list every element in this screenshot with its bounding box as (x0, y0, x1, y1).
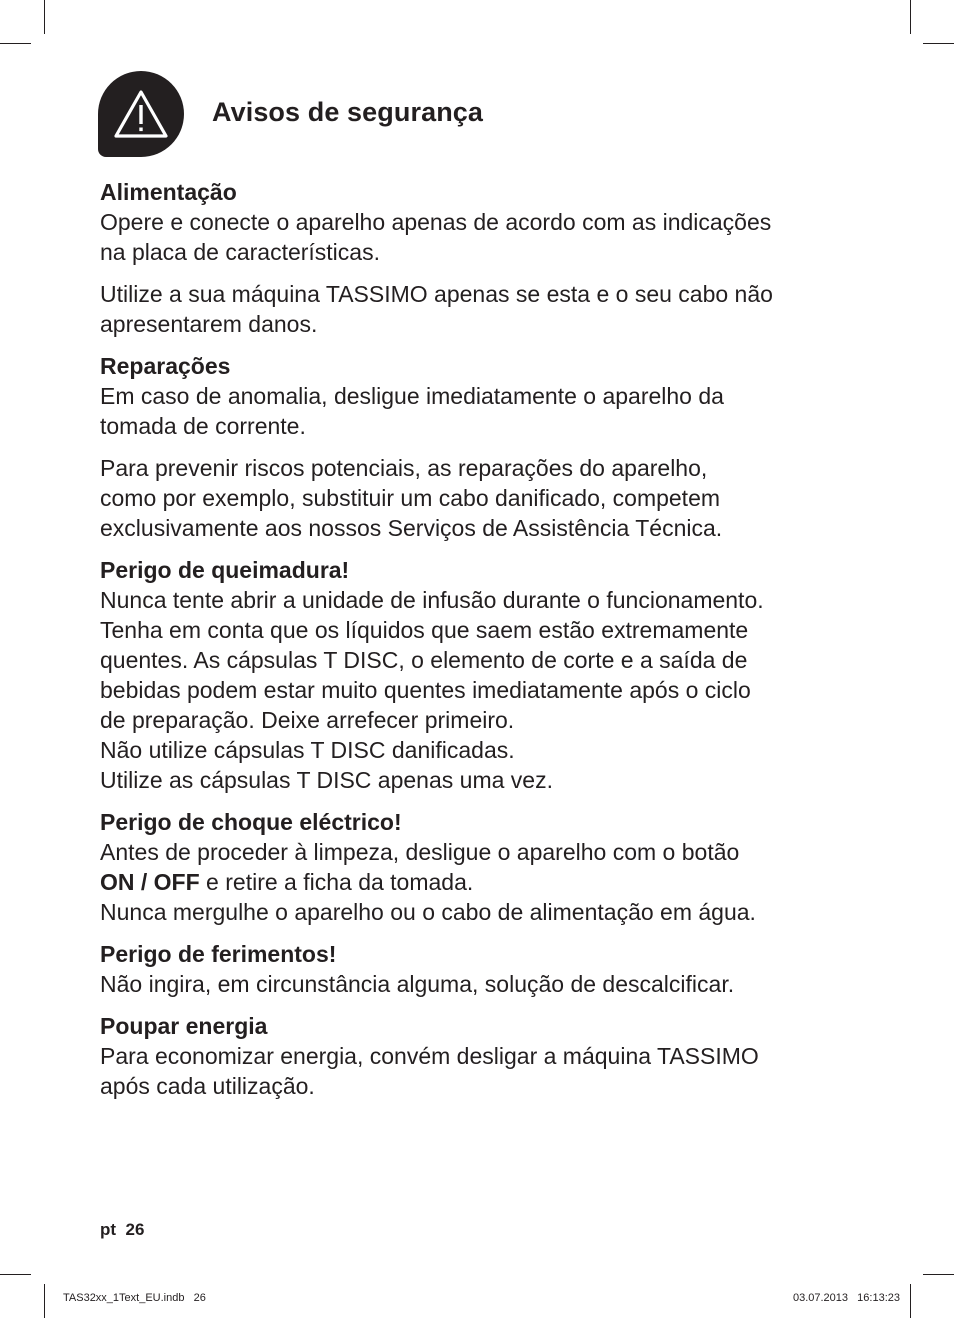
text-line: quentes. As cápsulas T DISC, o elemento de corte e a saída de (100, 647, 748, 673)
text-line: como por exemplo, substituir um cabo danificado, competem (100, 485, 721, 511)
print-timestamp: 03.07.2013 16:13:23 (792, 1292, 900, 1304)
file-info: TAS32xx_1Text_EU.indb 26 (63, 1292, 206, 1304)
section-heading: Poupar energia (100, 1013, 268, 1039)
on-off-button-label: ON / OFF (100, 869, 200, 895)
section-poupar-energia (100, 1011, 870, 1101)
section-heading: Perigo de queimadura! (100, 557, 350, 583)
warning-badge (98, 71, 184, 157)
text-line: exclusivamente aos nossos Serviços de Assistência Técnica. (100, 515, 723, 541)
section-reparacoes (100, 351, 870, 543)
section-alimentacao (100, 177, 870, 339)
crop-mark (910, 1284, 911, 1318)
text-line: Não utilize cápsulas T DISC danificadas. (100, 737, 515, 763)
crop-mark (44, 0, 45, 34)
text-line: após cada utilização. (100, 1073, 315, 1099)
text-line: de preparação. Deixe arrefecer primeiro. (100, 707, 515, 733)
text-line: bebidas podem estar muito quentes imediatamente após o ciclo (100, 677, 751, 703)
paragraph (100, 207, 870, 267)
text-line: apresentarem danos. (100, 311, 318, 337)
paragraph (100, 585, 870, 795)
text-line: Nunca mergulhe o aparelho ou o cabo de alimentação em água. (100, 899, 756, 925)
text-line: Opere e conecte o aparelho apenas de acordo com as indicações (100, 209, 772, 235)
paragraph (100, 279, 870, 339)
text-line: Utilize a sua máquina TASSIMO apenas se esta e o seu cabo não (100, 281, 773, 307)
paragraph (100, 837, 870, 927)
page-header (98, 71, 483, 157)
text-fragment: e retire a ficha da tomada. (199, 869, 474, 895)
section-perigo-queimadura (100, 555, 870, 795)
crop-mark (923, 43, 954, 44)
crop-mark (44, 1284, 45, 1318)
crop-mark (923, 1274, 954, 1275)
text-line: Para economizar energia, convém desligar a máquina TASSIMO (100, 1043, 759, 1069)
text-line: Em caso de anomalia, desligue imediatamente o aparelho da (100, 383, 724, 409)
crop-mark (0, 43, 31, 44)
text-line: Antes de proceder à limpeza, desligue o aparelho com o botão (100, 839, 740, 865)
text-line: Utilize as cápsulas T DISC apenas uma vez. (100, 767, 553, 793)
section-perigo-choque (100, 807, 870, 927)
section-heading: Perigo de ferimentos! (100, 941, 337, 967)
text-line: Não ingira, em circunstância alguma, solução de descalcificar. (100, 971, 735, 997)
warning-triangle-icon (112, 88, 170, 140)
paragraph (100, 453, 870, 543)
page-title: Avisos de segurança (212, 96, 484, 127)
text-line: Para prevenir riscos potenciais, as reparações do aparelho, (100, 455, 708, 481)
paragraph (100, 969, 870, 999)
paragraph (100, 381, 870, 441)
text-line: na placa de características. (100, 239, 380, 265)
section-perigo-ferimentos (100, 939, 870, 999)
safety-warnings-body (100, 177, 870, 1113)
section-heading: Reparações (100, 353, 231, 379)
crop-mark (0, 1274, 31, 1275)
crop-mark (910, 0, 911, 34)
text-line: Tenha em conta que os líquidos que saem estão extremamente (100, 617, 749, 643)
section-heading: Alimentação (100, 179, 237, 205)
text-line: Nunca tente abrir a unidade de infusão durante o funcionamento. (100, 587, 764, 613)
text-line (100, 867, 870, 897)
section-heading: Perigo de choque eléctrico! (100, 809, 402, 835)
text-line: tomada de corrente. (100, 413, 306, 439)
page-number: pt 26 (100, 1220, 145, 1239)
paragraph (100, 1041, 870, 1101)
